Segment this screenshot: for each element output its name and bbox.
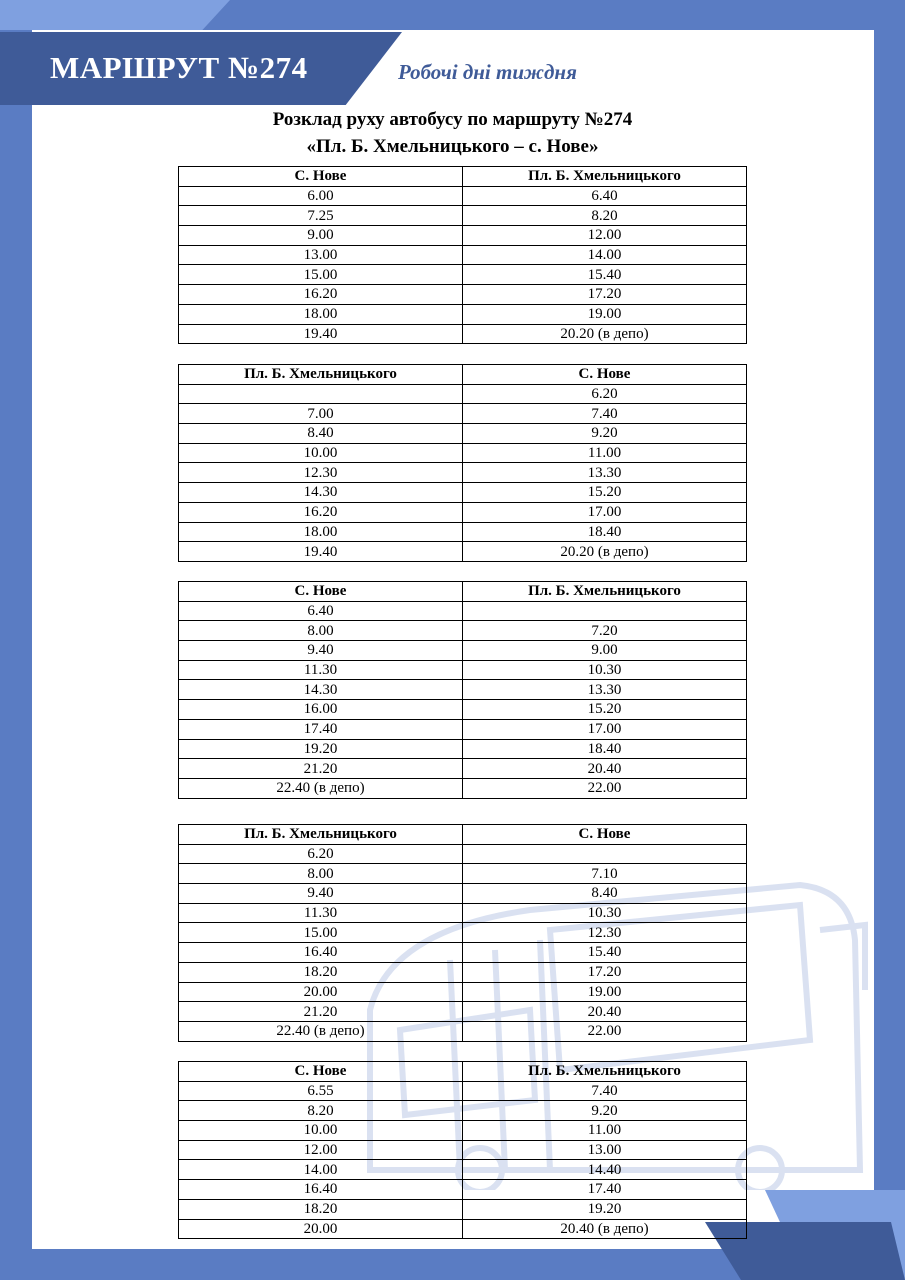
table-row <box>179 522 747 542</box>
table-row <box>179 641 747 661</box>
table-row <box>179 206 747 226</box>
time-cell: 14.40 <box>463 1160 747 1180</box>
time-cell: 20.00 <box>179 1219 463 1239</box>
time-cell: 18.20 <box>179 962 463 982</box>
time-cell: 7.40 <box>463 1081 747 1101</box>
time-cell: 8.00 <box>179 864 463 884</box>
time-cell: 15.00 <box>179 265 463 285</box>
schedule-table-4 <box>178 824 747 1042</box>
table-row <box>179 621 747 641</box>
column-header: С. Нове <box>463 365 747 385</box>
time-cell: 8.20 <box>179 1101 463 1121</box>
table-row <box>179 778 747 798</box>
time-cell: 17.40 <box>463 1180 747 1200</box>
time-cell: 17.00 <box>463 502 747 522</box>
time-cell: 13.30 <box>463 463 747 483</box>
time-cell: 13.00 <box>179 245 463 265</box>
time-cell: 19.20 <box>179 739 463 759</box>
time-cell: 20.00 <box>179 982 463 1002</box>
time-cell: 8.20 <box>463 206 747 226</box>
table-row <box>179 660 747 680</box>
time-cell: 7.00 <box>179 404 463 424</box>
time-cell: 14.00 <box>179 1160 463 1180</box>
time-cell <box>463 844 747 864</box>
time-cell: 14.30 <box>179 680 463 700</box>
time-cell: 8.40 <box>463 884 747 904</box>
time-cell: 10.30 <box>463 660 747 680</box>
time-cell: 18.00 <box>179 304 463 324</box>
time-cell: 10.00 <box>179 443 463 463</box>
time-cell: 18.00 <box>179 522 463 542</box>
table-header-row <box>179 365 747 385</box>
time-cell: 17.00 <box>463 719 747 739</box>
time-cell: 20.20 (в депо) <box>463 542 747 562</box>
table-row <box>179 1199 747 1219</box>
time-cell: 13.30 <box>463 680 747 700</box>
time-cell: 16.20 <box>179 502 463 522</box>
column-header: Пл. Б. Хмельницького <box>463 1062 747 1082</box>
time-cell: 16.00 <box>179 700 463 720</box>
time-cell: 9.00 <box>463 641 747 661</box>
time-cell: 18.20 <box>179 1199 463 1219</box>
time-cell: 7.20 <box>463 621 747 641</box>
table-header-row <box>179 825 747 845</box>
table-row <box>179 443 747 463</box>
table-row <box>179 1121 747 1141</box>
schedule-table-1 <box>178 166 747 344</box>
time-cell: 22.40 (в депо) <box>179 1021 463 1041</box>
time-cell: 22.40 (в депо) <box>179 778 463 798</box>
time-cell: 12.30 <box>179 463 463 483</box>
table-row <box>179 943 747 963</box>
time-cell: 20.40 <box>463 1002 747 1022</box>
table-header-row <box>179 167 747 187</box>
table-row <box>179 483 747 503</box>
time-cell: 14.00 <box>463 245 747 265</box>
time-cell: 19.00 <box>463 304 747 324</box>
table-header-row <box>179 582 747 602</box>
time-cell: 19.40 <box>179 324 463 344</box>
time-cell: 9.20 <box>463 424 747 444</box>
time-cell: 12.00 <box>179 1140 463 1160</box>
time-cell: 11.30 <box>179 903 463 923</box>
time-cell: 16.40 <box>179 943 463 963</box>
time-cell: 9.40 <box>179 884 463 904</box>
table-row <box>179 864 747 884</box>
column-header: Пл. Б. Хмельницького <box>179 365 463 385</box>
time-cell: 22.00 <box>463 778 747 798</box>
time-cell: 7.10 <box>463 864 747 884</box>
table-row <box>179 601 747 621</box>
time-cell: 20.20 (в депо) <box>463 324 747 344</box>
table-row <box>179 680 747 700</box>
column-header: С. Нове <box>463 825 747 845</box>
table-row <box>179 1140 747 1160</box>
time-cell: 19.00 <box>463 982 747 1002</box>
time-cell: 15.20 <box>463 700 747 720</box>
schedule-table-2 <box>178 364 747 562</box>
time-cell: 16.40 <box>179 1180 463 1200</box>
time-cell: 18.40 <box>463 522 747 542</box>
route-name-heading: «Пл. Б. Хмельницького – с. Нове» <box>306 136 599 157</box>
time-cell: 21.20 <box>179 759 463 779</box>
table-header-row <box>179 1062 747 1082</box>
table-row <box>179 844 747 864</box>
time-cell: 8.00 <box>179 621 463 641</box>
time-cell: 10.00 <box>179 1121 463 1141</box>
table-row <box>179 502 747 522</box>
time-cell: 6.55 <box>179 1081 463 1101</box>
time-cell: 22.00 <box>463 1021 747 1041</box>
time-cell: 17.20 <box>463 285 747 305</box>
table-row <box>179 903 747 923</box>
table-row <box>179 463 747 483</box>
time-cell <box>179 384 463 404</box>
table-row <box>179 1021 747 1041</box>
table-row <box>179 739 747 759</box>
time-cell: 6.40 <box>463 186 747 206</box>
table-row <box>179 700 747 720</box>
time-cell: 15.20 <box>463 483 747 503</box>
table-row <box>179 304 747 324</box>
table-row <box>179 1002 747 1022</box>
column-header: С. Нове <box>179 582 463 602</box>
time-cell: 9.00 <box>179 226 463 246</box>
time-cell: 15.00 <box>179 923 463 943</box>
time-cell: 19.20 <box>463 1199 747 1219</box>
table-row <box>179 1160 747 1180</box>
time-cell: 6.20 <box>179 844 463 864</box>
day-type-label: Робочі дні тиждня <box>398 60 577 84</box>
schedule-heading: Розклад руху автобусу по маршруту №274 <box>272 109 633 130</box>
schedule-table-5 <box>178 1061 747 1239</box>
column-header: С. Нове <box>179 167 463 187</box>
time-cell: 13.00 <box>463 1140 747 1160</box>
time-cell: 12.30 <box>463 923 747 943</box>
table-row <box>179 186 747 206</box>
corner-decoration-top <box>0 0 230 30</box>
table-row <box>179 982 747 1002</box>
table-row <box>179 384 747 404</box>
time-cell: 11.00 <box>463 1121 747 1141</box>
time-cell: 11.30 <box>179 660 463 680</box>
time-cell: 15.40 <box>463 265 747 285</box>
time-cell: 6.00 <box>179 186 463 206</box>
table-row <box>179 923 747 943</box>
column-header: Пл. Б. Хмельницького <box>179 825 463 845</box>
time-cell: 7.25 <box>179 206 463 226</box>
table-row <box>179 884 747 904</box>
table-row <box>179 424 747 444</box>
table-row <box>179 962 747 982</box>
schedule-table-3 <box>178 581 747 799</box>
time-cell: 18.40 <box>463 739 747 759</box>
time-cell: 20.40 <box>463 759 747 779</box>
table-row <box>179 1101 747 1121</box>
table-row <box>179 1180 747 1200</box>
column-header: Пл. Б. Хмельницького <box>463 582 747 602</box>
time-cell: 9.20 <box>463 1101 747 1121</box>
time-cell <box>463 601 747 621</box>
time-cell: 8.40 <box>179 424 463 444</box>
time-cell: 17.40 <box>179 719 463 739</box>
time-cell: 6.20 <box>463 384 747 404</box>
table-row <box>179 245 747 265</box>
time-cell: 9.40 <box>179 641 463 661</box>
time-cell: 6.40 <box>179 601 463 621</box>
column-header: Пл. Б. Хмельницького <box>463 167 747 187</box>
table-row <box>179 719 747 739</box>
time-cell: 19.40 <box>179 542 463 562</box>
time-cell: 21.20 <box>179 1002 463 1022</box>
time-cell: 20.40 (в депо) <box>463 1219 747 1239</box>
table-row <box>179 324 747 344</box>
time-cell: 14.30 <box>179 483 463 503</box>
table-row <box>179 226 747 246</box>
time-cell: 11.00 <box>463 443 747 463</box>
table-row <box>179 1081 747 1101</box>
route-title: МАРШРУТ №274 <box>50 50 308 85</box>
time-cell: 15.40 <box>463 943 747 963</box>
table-row <box>179 1219 747 1239</box>
table-row <box>179 265 747 285</box>
column-header: С. Нове <box>179 1062 463 1082</box>
time-cell: 10.30 <box>463 903 747 923</box>
table-row <box>179 404 747 424</box>
table-row <box>179 759 747 779</box>
table-row <box>179 542 747 562</box>
time-cell: 7.40 <box>463 404 747 424</box>
route-banner-edge <box>0 32 32 105</box>
time-cell: 12.00 <box>463 226 747 246</box>
time-cell: 17.20 <box>463 962 747 982</box>
time-cell: 16.20 <box>179 285 463 305</box>
table-row <box>179 285 747 305</box>
